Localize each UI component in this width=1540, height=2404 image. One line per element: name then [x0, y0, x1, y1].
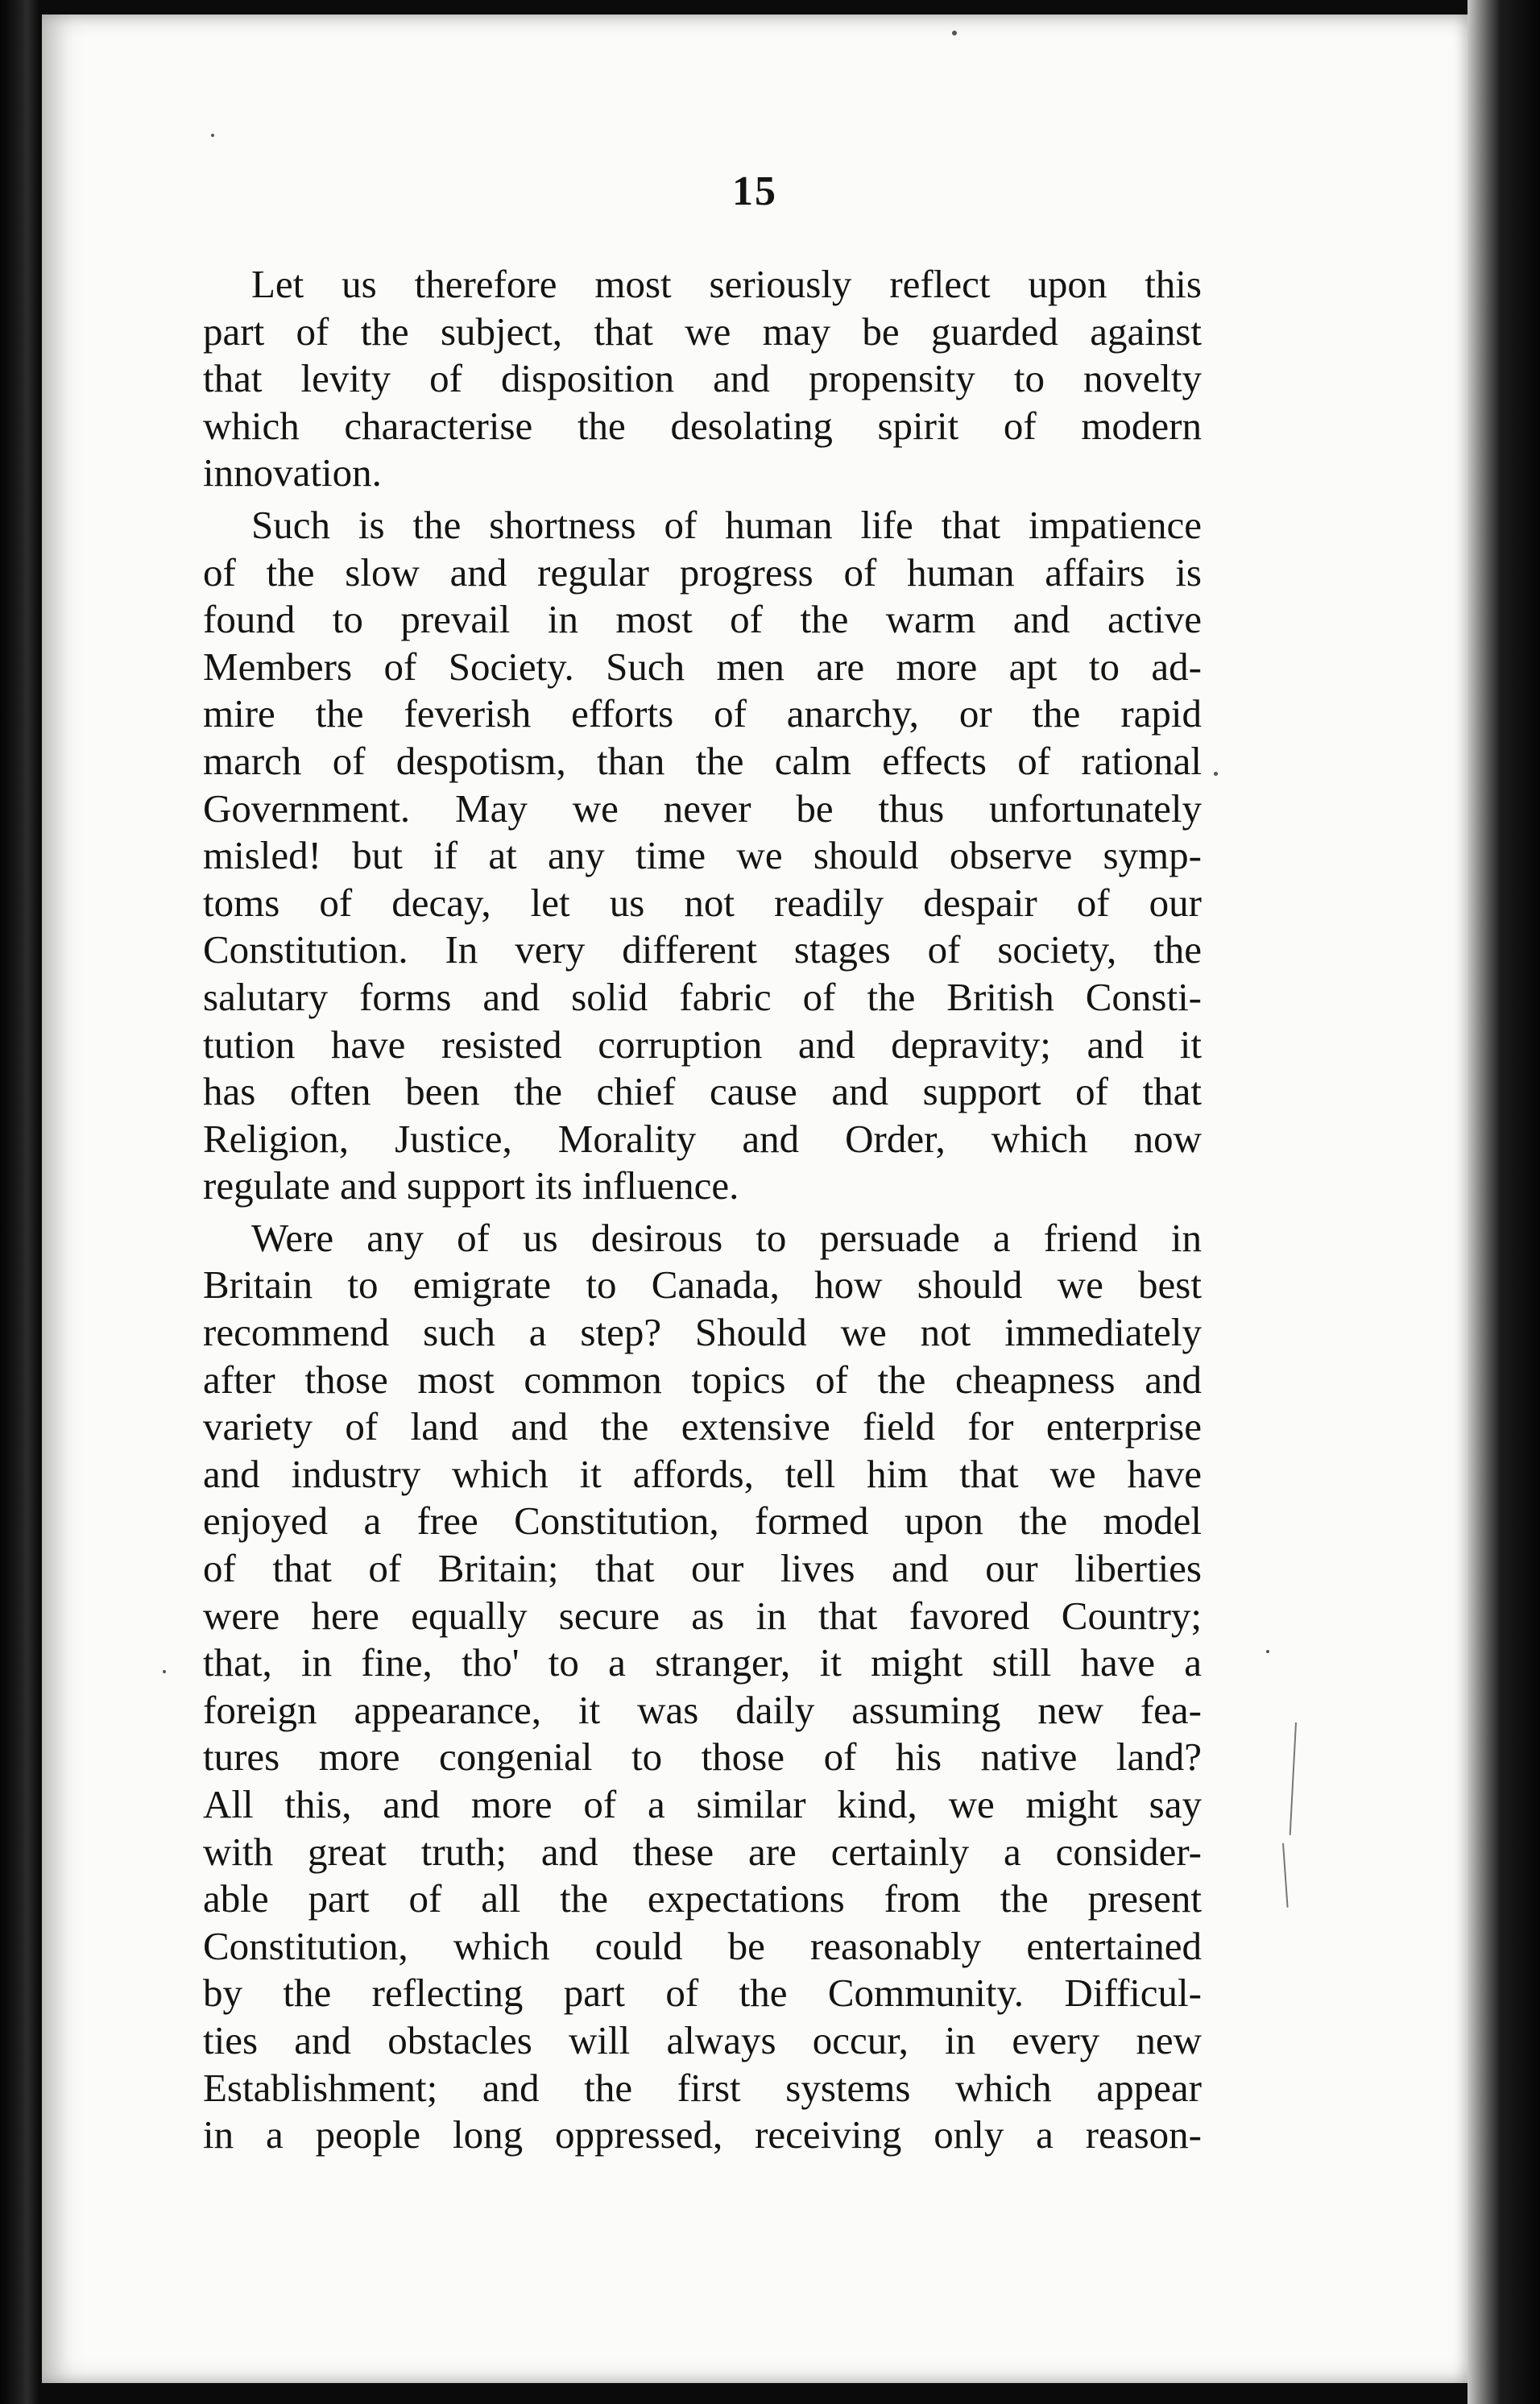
text-line: tures more congenial to those of his native land?: [203, 1735, 1202, 1780]
text-line: march of despotism, than the calm effects of rational: [203, 738, 1202, 783]
paragraph-1: [203, 261, 1202, 497]
text-line: toms of decay, let us not readily despair of our: [203, 880, 1202, 925]
scan-speck: [163, 1670, 166, 1673]
scan-speck: [211, 134, 214, 137]
text-line: has often been the chief cause and support of that: [203, 1069, 1202, 1114]
text-line: Religion, Justice, Morality and Order, which now: [203, 1116, 1202, 1161]
text-line: Members of Society. Such men are more apt to ad-: [203, 644, 1202, 689]
text-line: of that of Britain; that our lives and our liberties: [203, 1546, 1202, 1591]
text-line: by the reflecting part of the Community. Difficul-: [203, 1971, 1202, 2016]
paragraph-3: [203, 1215, 1202, 2159]
scan-scratch: [1290, 1722, 1297, 1835]
text-line: recommend such a step? Should we not immediately: [203, 1310, 1202, 1355]
text-line: that levity of disposition and propensity to novelty: [203, 356, 1202, 401]
scan-speck: [1266, 1650, 1269, 1653]
text-line: with great truth; and these are certainly a consider-: [203, 1829, 1202, 1874]
page-number: 15: [732, 168, 777, 214]
text-line: found to prevail in most of the warm and active: [203, 597, 1202, 642]
text-line: able part of all the expectations from the present: [203, 1876, 1202, 1921]
paragraph-2: [203, 502, 1202, 1210]
scan-speck: [1214, 772, 1218, 776]
text-line: were here equally secure as in that favored Country;: [203, 1593, 1202, 1638]
body-text: [203, 261, 1202, 2159]
text-line: part of the subject, that we may be guarded against: [203, 309, 1202, 354]
text-line: in a people long oppressed, receiving only a reason-: [203, 2112, 1202, 2157]
text-line: Establishment; and the first systems which appear: [203, 2065, 1202, 2110]
text-line: salutary forms and solid fabric of the British Consti-: [203, 974, 1202, 1019]
text-line: Such is the shortness of human life that impatience: [251, 502, 1202, 547]
text-line: which characterise the desolating spirit of modern: [203, 403, 1202, 448]
text-line: regulate and support its influence.: [203, 1163, 739, 1208]
text-line: mire the feverish efforts of anarchy, or the rapid: [203, 691, 1202, 736]
text-line: Britain to emigrate to Canada, how should we best: [203, 1262, 1202, 1308]
text-line: Constitution. In very different stages of society, the: [203, 927, 1202, 972]
text-line: enjoyed a free Constitution, formed upon the model: [203, 1498, 1202, 1544]
text-line: misled! but if at any time we should observe symp-: [203, 833, 1202, 878]
text-line: Constitution, which could be reasonably entertained: [203, 1923, 1202, 1968]
book-page: [42, 15, 1468, 2383]
text-line: tution have resisted corruption and depravity; and it: [203, 1022, 1202, 1067]
text-line: foreign appearance, it was daily assuming new fea-: [203, 1687, 1202, 1732]
text-line: that, in fine, tho' to a stranger, it might still have a: [203, 1640, 1202, 1685]
scan-scratch: [1282, 1843, 1289, 1908]
text-line: variety of land and the extensive field for enterprise: [203, 1404, 1202, 1449]
text-line: Government. May we never be thus unfortunately: [203, 785, 1202, 831]
text-line: ties and obstacles will always occur, in every new: [203, 2017, 1202, 2062]
text-line: Were any of us desirous to persuade a friend in: [251, 1215, 1202, 1260]
book-binding: [0, 0, 39, 2404]
text-line: All this, and more of a similar kind, we might say: [203, 1782, 1202, 1826]
text-line: and industry which it affords, tell him that we have: [203, 1451, 1202, 1496]
text-line: innovation.: [203, 450, 382, 495]
page-edge-shadow: [1468, 0, 1540, 2404]
scan-speck: [952, 31, 957, 35]
text-line: Let us therefore most seriously reflect upon this: [251, 262, 1202, 306]
text-line: of the slow and regular progress of human affairs is: [203, 549, 1202, 595]
text-line: after those most common topics of the cheapness and: [203, 1357, 1202, 1402]
